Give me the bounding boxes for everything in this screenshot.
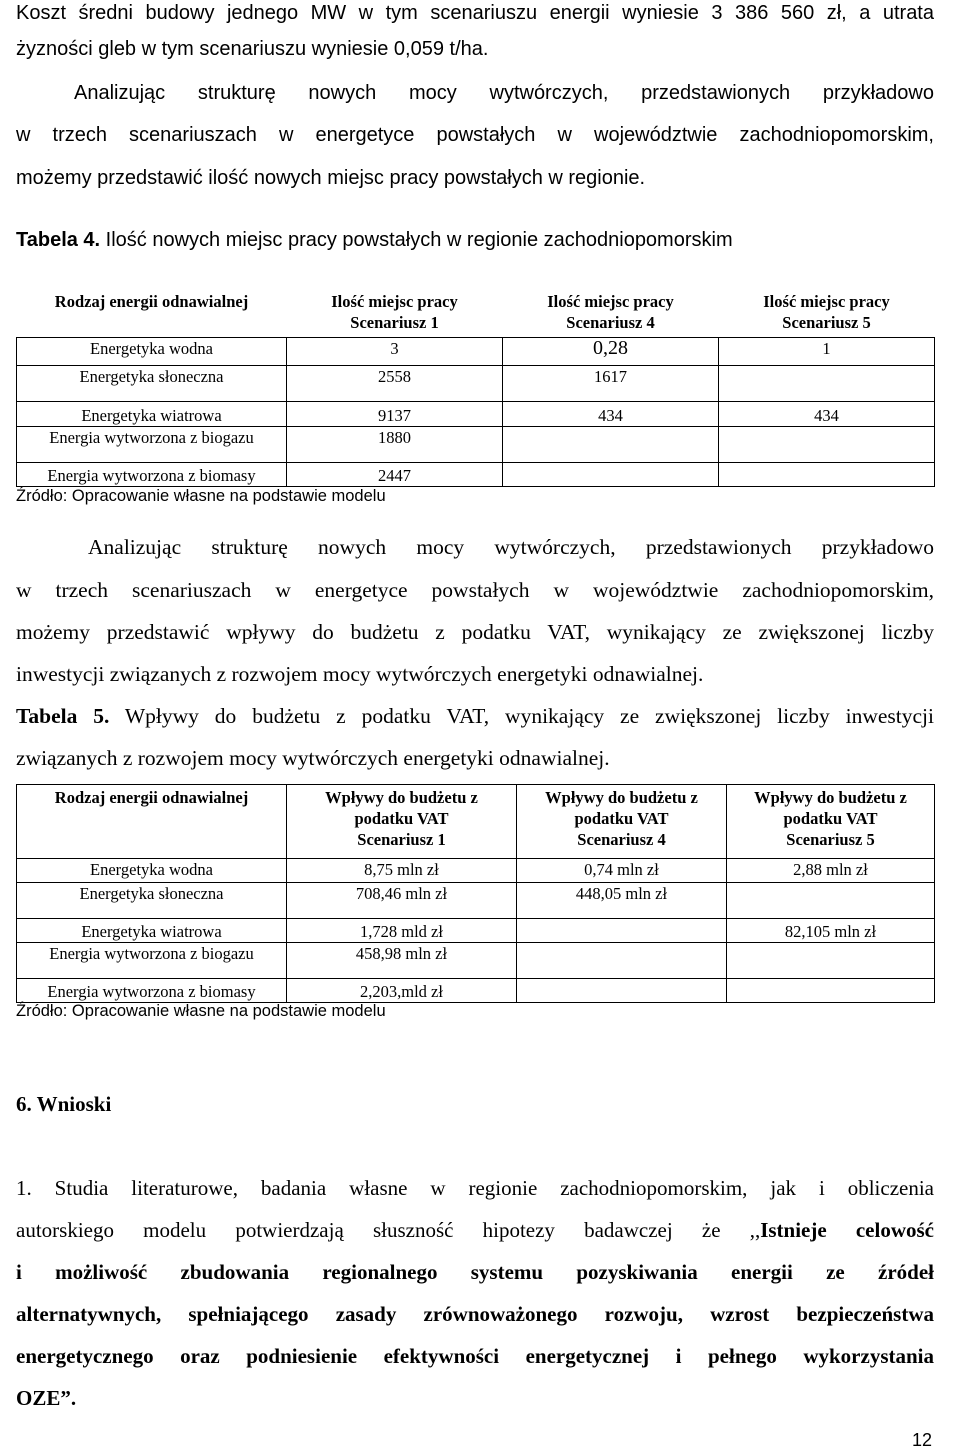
- mid-line-2: w trzech scenariuszach w energetyce powstałych w województwie zachodniopomorskim,: [16, 578, 934, 602]
- table5-header-text: Scenariusz 4: [577, 830, 666, 849]
- mid-line-1: Analizując strukturę nowych mocy wytwórczych, przedstawionych przykładowo: [88, 535, 934, 559]
- table5-cell: [517, 919, 727, 943]
- table5-header-cell: [517, 785, 727, 859]
- table5-header-text: Scenariusz 1: [357, 830, 446, 849]
- table4-cell: [503, 462, 719, 486]
- table5-cell: Energetyka słoneczna: [17, 883, 287, 919]
- table-row: [17, 462, 935, 486]
- table4-cell: [503, 426, 719, 462]
- table5-caption: [16, 704, 934, 729]
- table5-header-cell: [17, 785, 287, 859]
- table4-header-text: Ilość miejsc pracy: [547, 292, 674, 311]
- table5-cell: [727, 943, 935, 979]
- table4-cell: 434: [503, 401, 719, 426]
- table5-source: Źródło: Opracowanie własne na podstawie modelu: [16, 1002, 386, 1020]
- intro-line-4: w trzech scenariuszach w energetyce powstałych w województwie zachodniopomorskim,: [16, 124, 934, 146]
- table4-cell: 2447: [287, 462, 503, 486]
- table5-cell: 708,46 mln zł: [287, 883, 517, 919]
- table5-header-text: podatku VAT: [574, 809, 669, 828]
- table5-header-text: podatku VAT: [354, 809, 449, 828]
- conclusion-line-4: alternatywnych, spełniającego zasady zrównoważonego rozwoju, wzrost bezpieczeństwa: [16, 1302, 934, 1326]
- section-heading: 6. Wnioski: [16, 1092, 112, 1116]
- table4-caption: [16, 229, 934, 252]
- intro-line-1: Koszt średni budowy jednego MW w tym scenariuszu energii wyniesie 3 386 560 zł, a utrata: [16, 2, 934, 24]
- conclusion-line-6: OZE”.: [16, 1386, 77, 1410]
- table4-cell: Energetyka wodna: [17, 337, 287, 365]
- table-row: [17, 943, 935, 979]
- table5-caption-label: Tabela 5.: [16, 704, 110, 728]
- table4-header-cell: [17, 289, 287, 337]
- table5-cell: Energia wytworzona z biogazu: [17, 943, 287, 979]
- table-row: [17, 426, 935, 462]
- table-row: [17, 979, 935, 1003]
- table4-cell: 9137: [287, 401, 503, 426]
- table-row: [17, 365, 935, 401]
- table4-header-text: Scenariusz 4: [566, 313, 655, 332]
- conclusion-line-2: [16, 1218, 934, 1243]
- table5-header-cell: [287, 785, 517, 859]
- intro-line-5: możemy przedstawić ilość nowych miejsc pracy powstałych w regionie.: [16, 167, 646, 189]
- table5-header-text: Wpływy do budżetu z: [754, 788, 907, 807]
- table5-cell: [727, 883, 935, 919]
- table4-cell: Energia wytworzona z biogazu: [17, 426, 287, 462]
- table5-cell: 1,728 mld zł: [287, 919, 517, 943]
- conclusion-line-1: 1. Studia literaturowe, badania własne w regionie zachodniopomorskim, jak i obliczenia: [16, 1176, 934, 1200]
- table5-cell: [517, 979, 727, 1003]
- intro-line-3: Analizując strukturę nowych mocy wytwórczych, przedstawionych przykładowo: [74, 82, 934, 104]
- intro-line-2: żyzności gleb w tym scenariuszu wyniesie 0,059 t/ha.: [16, 38, 489, 60]
- mid-line-4: inwestycji związanych z rozwojem mocy wytwórczych energetyki odnawialnej.: [16, 662, 704, 686]
- table4-header-cell: [287, 289, 503, 337]
- table4-cell: 1: [719, 337, 935, 365]
- table4-cell: Energia wytworzona z biomasy: [17, 462, 287, 486]
- table5-cell: 458,98 mln zł: [287, 943, 517, 979]
- table4-cell: [719, 365, 935, 401]
- table4-cell: 1617: [503, 365, 719, 401]
- table5-cell: [517, 943, 727, 979]
- table4-header-row: [17, 289, 935, 337]
- table4-source: Źródło: Opracowanie własne na podstawie modelu: [16, 487, 386, 505]
- table5-header-text: Rodzaj energii odnawialnej: [54, 788, 249, 807]
- table5-cell: Energia wytworzona z biomasy: [17, 979, 287, 1003]
- table4-cell: Energetyka słoneczna: [17, 365, 287, 401]
- table5-cell: 8,75 mln zł: [287, 859, 517, 883]
- table4-cell: [719, 462, 935, 486]
- table5-cell: 448,05 mln zł: [517, 883, 727, 919]
- table4-caption-label: Tabela 4.: [16, 229, 101, 251]
- table5-cell: 0,74 mln zł: [517, 859, 727, 883]
- table5-header-text: Wpływy do budżetu z: [545, 788, 698, 807]
- table-row: [17, 401, 935, 426]
- conclusion-line-3: i możliwość zbudowania regionalnego systemu pozyskiwania energii ze źródeł: [16, 1260, 934, 1284]
- table5-caption-text: Wpływy do budżetu z podatku VAT, wynikający ze zwiększonej liczby inwestycji: [109, 704, 934, 728]
- table-row: [17, 919, 935, 943]
- conclusion-line-5: energetycznego oraz podniesienie efektywności energetycznej i pełnego wykorzystania: [16, 1344, 934, 1368]
- conclusion-text: autorskiego modelu potwierdzają słuszność hipotezy badawczej że ,,: [16, 1218, 761, 1242]
- table5: [16, 784, 935, 1003]
- table4-header-text: Scenariusz 1: [350, 313, 439, 332]
- table4-cell: 2558: [287, 365, 503, 401]
- table4-cell: 434: [719, 401, 935, 426]
- table4-cell: [719, 426, 935, 462]
- table-row: [17, 337, 935, 365]
- table4-header-text: Rodzaj energii odnawialnej: [54, 292, 249, 311]
- table-row: [17, 883, 935, 919]
- table4: [16, 289, 935, 487]
- table4-header-text: Ilość miejsc pracy: [763, 292, 890, 311]
- table4-cell: Energetyka wiatrowa: [17, 401, 287, 426]
- conclusion-hypothesis: Istnieje celowość: [760, 1218, 934, 1242]
- table4-header-text: Ilość miejsc pracy: [331, 292, 458, 311]
- table4-header-cell: [503, 289, 719, 337]
- table4-cell: 0,28: [503, 337, 719, 365]
- table4-cell: 1880: [287, 426, 503, 462]
- table4-caption-text: Ilość nowych miejsc pracy powstałych w regionie zachodniopomorskim: [100, 229, 733, 251]
- mid-line-3: możemy przedstawić wpływy do budżetu z podatku VAT, wynikający ze zwiększonej liczby: [16, 620, 934, 644]
- table5-cell: Energetyka wodna: [17, 859, 287, 883]
- table5-cell: [727, 979, 935, 1003]
- table5-header-row: [17, 785, 935, 859]
- table5-cell: 82,105 mln zł: [727, 919, 935, 943]
- table5-cell: Energetyka wiatrowa: [17, 919, 287, 943]
- table4-header-cell: [719, 289, 935, 337]
- page-number: 12: [911, 1430, 932, 1450]
- table-row: [17, 859, 935, 883]
- table5-caption-line-2: związanych z rozwojem mocy wytwórczych energetyki odnawialnej.: [16, 746, 610, 770]
- table4-cell: 3: [287, 337, 503, 365]
- table5-header-text: podatku VAT: [783, 809, 878, 828]
- table4-header-text: Scenariusz 5: [782, 313, 871, 332]
- table5-header-cell: [727, 785, 935, 859]
- table5-cell: 2,203,mld zł: [287, 979, 517, 1003]
- table5-cell: 2,88 mln zł: [727, 859, 935, 883]
- table5-header-text: Scenariusz 5: [786, 830, 875, 849]
- table5-header-text: Wpływy do budżetu z: [325, 788, 478, 807]
